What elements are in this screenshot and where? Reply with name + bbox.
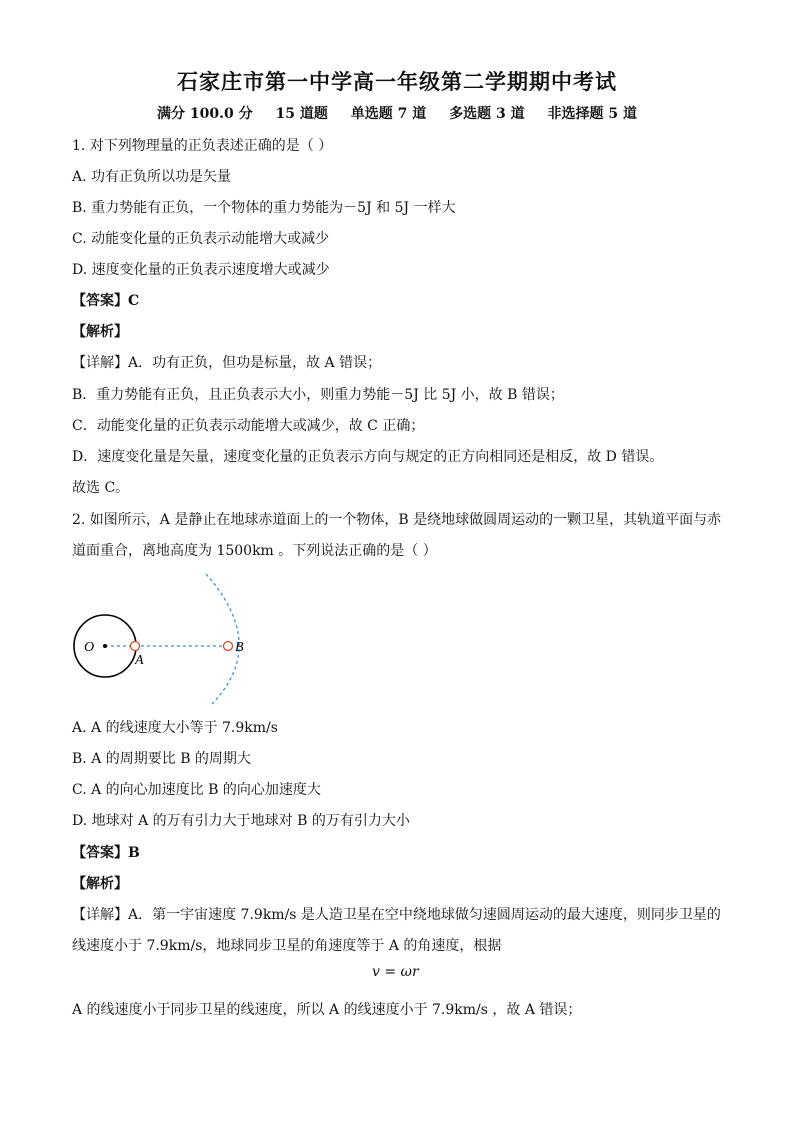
label-a: A [135, 653, 144, 668]
q1-option-b: B. 重力势能有正负，一个物体的重力势能为－5J 和 5J 一样大 [72, 200, 456, 216]
subtitle-single: 单选题 7 道 [350, 106, 427, 122]
q1-option-a: A. 功有正负所以功是矢量 [72, 169, 232, 185]
q1-detail-b: B．重力势能有正负，且正负表示大小，则重力势能－5J 比 5J 小，故 B 错误； [72, 387, 564, 403]
exam-subtitle [0, 103, 794, 123]
q2-answer: 【答案】B [72, 845, 140, 861]
q2-option-d: D. 地球对 A 的万有引力大于地球对 B 的万有引力大小 [72, 813, 410, 829]
orbit-figure [64, 570, 284, 710]
q2-detail-line3: A 的线速度小于同步卫星的线速度，所以 A 的线速度小于 7.9km/s ，故 A 错误； [72, 1002, 582, 1018]
point-b-marker [224, 642, 233, 651]
earth-center-dot [103, 644, 107, 648]
label-o: O [84, 640, 95, 655]
label-b: B [235, 640, 244, 655]
q2-option-a: A. A 的线速度大小等于 7.9km/s [72, 720, 278, 736]
q2-detail-line2: 线速度小于 7.9km/s，地球同步卫星的角速度等于 A 的角速度，根据 [72, 938, 502, 954]
q2-detail-line1: 【详解】A．第一宇宙速度 7.9km/s 是人造卫星在空中绕地球做匀速圆周运动的最大速度，则同步卫星的 [72, 907, 721, 923]
q2-stem-line1: 2. 如图所示，A 是静止在地球赤道面上的一个物体，B 是绕地球做圆周运动的一颗卫星，其轨道平面与赤 [72, 512, 722, 528]
q2-option-c: C. A 的向心加速度比 B 的向心加速度大 [72, 782, 321, 798]
q1-stem: 1. 对下列物理量的正负表述正确的是（ ） [72, 138, 333, 154]
satellite-orbit-arc [206, 574, 239, 704]
q2-stem-line2: 道面重合，离地高度为 1500km 。下列说法正确的是（ ） [72, 543, 437, 559]
q1-option-c: C. 动能变化量的正负表示动能增大或减少 [72, 231, 330, 247]
q2-option-b: B. A 的周期要比 B 的周期大 [72, 751, 251, 767]
subtitle-multi: 多选题 3 道 [449, 106, 525, 122]
q1-analysis-label: 【解析】 [72, 324, 128, 340]
q1-conclusion: 故选 C。 [72, 480, 130, 496]
subtitle-count: 15 道题 [275, 106, 328, 122]
q1-detail-d: D．速度变化量是矢量，速度变化量的正负表示方向与规定的正方向相同还是相反，故 D 错误。 [72, 449, 664, 465]
subtitle-nonchoice: 非选择题 5 道 [547, 106, 637, 122]
q2-analysis-label: 【解析】 [72, 876, 128, 892]
q1-option-d: D. 速度变化量的正负表示速度增大或减少 [72, 262, 330, 278]
subtitle-score: 满分 100.0 分 [157, 106, 253, 122]
exam-title: 石家庄市第一中学高一年级第二学期期中考试 [177, 69, 617, 94]
q2-formula: v = ωr [372, 964, 419, 980]
q1-answer: 【答案】C [72, 293, 140, 309]
q1-detail-c: C．动能变化量的正负表示动能增大或减少，故 C 正确； [72, 418, 425, 434]
q1-detail-a: 【详解】A．功有正负，但功是标量，故 A 错误； [72, 355, 382, 371]
point-a-marker [131, 642, 140, 651]
